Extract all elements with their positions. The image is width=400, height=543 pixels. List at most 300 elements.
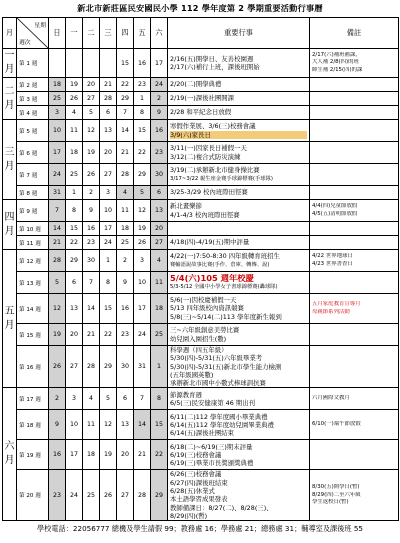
day-cell: 30 [83, 250, 100, 272]
day-cell: 9 [117, 272, 134, 294]
event-line: 3/19(二)承辦新北市健身操比賽 [170, 166, 260, 175]
day-cell: 20 [117, 440, 134, 470]
day-cell: 8 [100, 272, 117, 294]
week-number: 第 10 週 [17, 222, 49, 236]
event-line: 6/28(五)休業式 [170, 487, 215, 496]
day-cell: 10 [66, 410, 83, 440]
day-cell: 25 [151, 324, 168, 346]
day-cell: 14 [49, 222, 66, 236]
notes-cell [310, 294, 399, 324]
note-line: 五月家庭教育宣導月 [312, 301, 361, 308]
notes-cell [310, 49, 399, 78]
week-number: 第 16 週 [17, 346, 49, 388]
notes-cell [310, 92, 399, 106]
day-cell: 24 [151, 78, 168, 92]
day-cell: 1 [151, 346, 168, 388]
event-line: 8/29(四)(暫) [170, 511, 208, 520]
note-line: 6/10(一)端午節放假 [312, 421, 361, 428]
header-events: 重要行事 [168, 18, 310, 49]
week-number: 第 2 週 [17, 78, 49, 92]
week-number: 第 11 週 [17, 236, 49, 250]
events-cell [168, 470, 310, 521]
day-cell: 1 [134, 92, 151, 106]
note-line: 學生返校日(暫) [312, 499, 349, 506]
day-cell: 7 [134, 388, 151, 410]
week-row [3, 120, 399, 142]
day-cell: 17 [49, 142, 66, 164]
day-cell: 29 [100, 346, 117, 388]
events-cell [168, 410, 310, 440]
day-cell: 6 [66, 272, 83, 294]
event-line: 4/18(四)-4/19(五)期中評量 [170, 238, 250, 247]
day-cell: 12 [83, 120, 100, 142]
week-row [3, 222, 399, 236]
day-cell: 7 [83, 272, 100, 294]
header-day: 一 [66, 18, 83, 49]
events-cell [168, 324, 310, 346]
event-line: 5/30(四)-5/31(五)新北市學生能力檢測 [170, 362, 282, 371]
events-cell [168, 272, 310, 294]
day-cell: 26 [66, 92, 83, 106]
day-cell: 25 [66, 164, 83, 186]
header-row [3, 18, 399, 49]
events-cell [168, 142, 310, 164]
day-cell: 26 [83, 164, 100, 186]
day-cell: 15 [66, 222, 83, 236]
event-line: 2/20(二)開學典禮 [170, 80, 222, 89]
day-cell: 27 [100, 164, 117, 186]
day-cell: 31 [134, 346, 151, 388]
day-cell: 25 [117, 236, 134, 250]
event-line: 6/19(三)畢業市長獎頒獎典禮 [170, 459, 254, 468]
month-label: 四 月 [3, 200, 17, 250]
event-line: 2/28 和平紀念日放假 [170, 108, 232, 117]
day-cell: 11 [83, 410, 100, 440]
day-cell: 19 [100, 440, 117, 470]
day-cell: 15 [151, 410, 168, 440]
header-week-number-label: 週次 [19, 40, 31, 46]
week-row [3, 250, 399, 272]
day-cell: 10 [100, 200, 117, 222]
note-line: 4/4(四)兒童節放假 [312, 203, 358, 210]
day-cell: 2 [49, 388, 66, 410]
calendar-table [2, 17, 399, 521]
week-number: 第 3 週 [17, 92, 49, 106]
event-line: 2/19(一)課後社團開課 [170, 94, 235, 103]
day-cell [100, 49, 117, 78]
notes-cell [310, 222, 399, 236]
day-cell: 30 [151, 164, 168, 186]
week-row [3, 346, 399, 388]
day-cell: 8 [151, 388, 168, 410]
week-number: 第 13 週 [17, 272, 49, 294]
day-cell: 28 [83, 346, 100, 388]
day-cell: 23 [49, 470, 66, 521]
day-cell: 28 [100, 92, 117, 106]
event-line: 2/16(五)開學日、友善校園週 [170, 54, 254, 63]
header-day: 三 [100, 18, 117, 49]
month-label: 一 月 [3, 49, 17, 78]
day-cell: 26 [49, 346, 66, 388]
week-number: 第 17 週 [17, 388, 49, 410]
events-cell [168, 388, 310, 410]
day-cell: 16 [83, 222, 100, 236]
day-cell: 13 [66, 294, 83, 324]
day-cell: 6 [117, 388, 134, 410]
day-cell: 15 [134, 120, 151, 142]
header-weekday-label: 星期 [34, 23, 46, 29]
day-cell: 20 [83, 78, 100, 92]
footer-contact: 學校電話：22056777 總機及學生請假 99；教務處 16；學務處 21；總務處 31；輔導室及課後班 55 [36, 524, 364, 534]
note-line: 母親節系列活動 [312, 308, 350, 315]
day-cell: 18 [117, 222, 134, 236]
events-cell [168, 440, 310, 470]
day-cell: 5 [49, 272, 66, 294]
day-cell: 29 [117, 92, 134, 106]
header-month: 月 [3, 18, 17, 49]
note-line: 大人補 2/8(四)的班 [312, 59, 359, 66]
event-line: 3/25-3/29 校內班際田徑賽 [170, 188, 248, 197]
day-cell: 18 [151, 294, 168, 324]
event-line: 3/12(二)複合式防災演練 [170, 152, 241, 161]
day-cell: 23 [134, 78, 151, 92]
day-cell: 17 [66, 440, 83, 470]
event-line: 6/5(三)民安健康第 46 期出刊 [170, 398, 255, 407]
day-cell: 1 [100, 250, 117, 272]
day-cell: 17 [100, 222, 117, 236]
notes-cell [310, 440, 399, 470]
week-row [3, 186, 399, 200]
event-line: 3/17~3/22 親生座金賽手球錦標賽(手球隊) [170, 175, 273, 182]
day-cell: 30 [117, 346, 134, 388]
day-cell: 2 [151, 92, 168, 106]
day-cell: 5 [83, 106, 100, 120]
event-line: 4/22(一)7:50-8:30 四年級轉育班招生 [170, 252, 280, 261]
notes-cell [310, 164, 399, 186]
events-cell [168, 106, 310, 120]
day-cell: 24 [66, 470, 83, 521]
week-number: 第 12 週 [17, 250, 49, 272]
day-cell: 24 [134, 324, 151, 346]
week-row [3, 410, 399, 440]
day-cell: 10 [49, 120, 66, 142]
week-number: 第 9 週 [17, 200, 49, 222]
day-cell: 27 [117, 470, 134, 521]
events-cell [168, 92, 310, 106]
day-cell [83, 49, 100, 78]
day-cell: 21 [134, 440, 151, 470]
event-line: 2/17(六)補行上班，課後班開始 [170, 63, 260, 71]
day-cell: 28 [117, 164, 134, 186]
day-cell: 4 [151, 250, 168, 272]
day-cell: 23 [151, 142, 168, 164]
week-number: 第 5 週 [17, 120, 49, 142]
notes-cell [310, 346, 399, 388]
event-line: (五年級國英數) [170, 370, 214, 379]
day-cell: 24 [100, 236, 117, 250]
event-line: 新北畫樂節 [170, 202, 202, 211]
note-line: 2/17(六)補班補課， [312, 51, 361, 58]
notes-cell [310, 142, 399, 164]
week-row [3, 294, 399, 324]
day-cell: 20 [151, 222, 168, 236]
day-cell: 8 [66, 200, 83, 222]
notes-cell [310, 236, 399, 250]
event-line: 5/8(三)~5/14(二)113 學年度新生報到 [170, 312, 282, 321]
notes-cell [310, 388, 399, 410]
events-cell [168, 200, 310, 222]
month-label: 二 月 [3, 78, 17, 120]
day-cell: 3 [100, 186, 117, 200]
day-cell: 4 [66, 106, 83, 120]
day-cell: 6 [100, 106, 117, 120]
week-row [3, 92, 399, 106]
event-line: 6/14(五)課後社團結束 [170, 429, 235, 438]
events-cell [168, 346, 310, 388]
note-line: 4/22 世界地球日 [312, 253, 353, 260]
day-cell: 17 [134, 294, 151, 324]
day-cell: 31 [49, 186, 66, 200]
month-label: 五 月 [3, 250, 17, 388]
day-cell: 28 [134, 470, 151, 521]
day-cell: 26 [100, 470, 117, 521]
week-row [3, 49, 399, 78]
day-cell: 18 [49, 78, 66, 92]
day-cell: 19 [134, 222, 151, 236]
week-row [3, 470, 399, 521]
week-row [3, 440, 399, 470]
month-label: 三 月 [3, 120, 17, 200]
week-number: 第 15 週 [17, 324, 49, 346]
day-cell: 12 [134, 200, 151, 222]
notes-cell [310, 250, 399, 272]
header-day: 二 [83, 18, 100, 49]
day-cell: 29 [134, 164, 151, 186]
week-number: 第 6 週 [17, 142, 49, 164]
day-cell: 25 [49, 92, 66, 106]
events-cell [168, 236, 310, 250]
week-row [3, 272, 399, 294]
day-cell: 11 [151, 272, 168, 294]
day-cell: 16 [117, 294, 134, 324]
event-line: 承辦新北市國中小數式棒球訓抗賽 [170, 379, 266, 388]
day-cell: 22 [100, 324, 117, 346]
events-cell [168, 294, 310, 324]
events-cell [168, 49, 310, 78]
day-cell [66, 49, 83, 78]
day-cell: 25 [83, 470, 100, 521]
event-line: 3/9(六)家長日 [170, 131, 307, 139]
day-cell: 29 [66, 250, 83, 272]
event-line: 賽輸語說故事比賽(手作、倉庫、轉傳、說) [170, 261, 270, 268]
notes-cell [310, 186, 399, 200]
day-cell: 3 [49, 106, 66, 120]
events-cell [168, 164, 310, 186]
week-row [3, 106, 399, 120]
note-line: 8/30(五)開學日(暫) [312, 484, 360, 491]
day-cell: 11 [66, 120, 83, 142]
event-line: 6/11(二)112 學年度國小畢業典禮 [170, 412, 268, 421]
event-line: 5/13 四年級校內資訊競賽 [170, 304, 244, 313]
day-cell: 23 [117, 324, 134, 346]
event-line: 本土語學習成果發表 [170, 495, 228, 504]
day-cell: 10 [134, 272, 151, 294]
day-cell: 22 [66, 236, 83, 250]
page-title: 新北市新莊區民安國民小學 112 學年度第 2 學期重要活動行事曆 [77, 3, 323, 13]
note-line: 4/23 世界書香日 [312, 260, 353, 267]
day-cell: 20 [66, 324, 83, 346]
day-cell: 3 [66, 388, 83, 410]
week-row [3, 78, 399, 92]
notes-cell [310, 324, 399, 346]
day-cell: 19 [83, 142, 100, 164]
day-cell: 4 [117, 186, 134, 200]
header-day: 五 [134, 18, 151, 49]
day-cell: 21 [100, 78, 117, 92]
day-cell: 20 [100, 142, 117, 164]
event-line: 4/1-4/3 校內班際田徑賽 [170, 210, 240, 219]
day-cell: 9 [83, 200, 100, 222]
week-row [3, 164, 399, 186]
note-line: 師生補 2/15(四)的課 [312, 66, 363, 73]
day-cell: 13 [117, 410, 134, 440]
day-cell: 7 [49, 200, 66, 222]
event-line: 6/27(四)課後班結束 [170, 478, 228, 487]
week-number: 第 14 週 [17, 294, 49, 324]
day-cell: 23 [83, 236, 100, 250]
week-number: 第 20 週 [17, 470, 49, 521]
day-cell: 21 [49, 236, 66, 250]
event-line: 6/14(五)112 學年度幼兒園畢業典禮 [170, 420, 274, 429]
notes-cell [310, 78, 399, 92]
week-row [3, 324, 399, 346]
notes-cell [310, 470, 399, 521]
header-day: 四 [117, 18, 134, 49]
event-line: 教師備課日：8/27(二)、8/28(三)、 [170, 503, 273, 512]
notes-cell [310, 272, 399, 294]
day-cell: 13 [151, 200, 168, 222]
week-number: 第 8 週 [17, 186, 49, 200]
header-day: 六 [151, 18, 168, 49]
event-line: 三~六年級創意美勞比賽 [170, 326, 240, 335]
day-cell: 1 [66, 186, 83, 200]
day-cell: 16 [49, 440, 66, 470]
day-cell: 16 [134, 49, 151, 78]
header-week-diagonal [17, 18, 49, 49]
notes-cell [310, 120, 399, 142]
week-row [3, 142, 399, 164]
header-day: 日 [49, 18, 66, 49]
event-line: 寒假作業展、3/6(三)校務會議 [170, 122, 256, 131]
note-line: 8/29(四)二至六年級 [312, 491, 361, 498]
day-cell: 7 [117, 106, 134, 120]
event-line: 5/6(一)因校慶補假一天 [170, 296, 237, 305]
event-line: 6/19(三)校務會議 [170, 450, 222, 459]
events-cell [168, 250, 310, 272]
note-line: 六月國際文教月 [312, 395, 350, 402]
events-cell [168, 120, 310, 142]
week-row [3, 388, 399, 410]
day-cell: 19 [49, 324, 66, 346]
header-notes: 備註 [310, 18, 399, 49]
notes-cell [310, 106, 399, 120]
day-cell: 4 [83, 388, 100, 410]
day-cell: 22 [151, 440, 168, 470]
notes-cell [310, 200, 399, 222]
day-cell: 2 [83, 186, 100, 200]
event-line: 幼兒園入園招生(數) [170, 334, 227, 343]
day-cell: 11 [117, 200, 134, 222]
event-line: 節源教育週 [170, 390, 202, 399]
day-cell: 21 [83, 324, 100, 346]
notes-cell [310, 410, 399, 440]
day-cell: 27 [66, 346, 83, 388]
event-line: 5/30(四)-5/31(五)六年級畢業考 [170, 354, 263, 363]
day-cell: 28 [49, 250, 66, 272]
week-number: 第 4 週 [17, 106, 49, 120]
day-cell: 22 [117, 78, 134, 92]
event-line: 6/18(二)~6/19(三)期末評量 [170, 442, 253, 451]
week-number: 第 19 週 [17, 440, 49, 470]
day-cell: 16 [151, 120, 168, 142]
day-cell [49, 49, 66, 78]
day-cell: 26 [134, 236, 151, 250]
day-cell: 18 [83, 440, 100, 470]
month-label: 六 月 [3, 388, 17, 521]
day-cell: 14 [134, 410, 151, 440]
day-cell: 19 [66, 78, 83, 92]
day-cell: 5 [134, 186, 151, 200]
events-cell [168, 186, 310, 200]
day-cell: 9 [49, 410, 66, 440]
event-line: 3/11(一)因家長日補假一天 [170, 144, 247, 153]
day-cell: 12 [100, 410, 117, 440]
event-line: 科學週（四五年級） [170, 346, 228, 354]
week-row [3, 236, 399, 250]
event-line: 6/26(三)校務會議 [170, 470, 222, 479]
day-cell: 6 [151, 186, 168, 200]
day-cell: 13 [100, 120, 117, 142]
note-line: 4/5(五)清明節放假 [312, 210, 358, 217]
day-cell: 2 [117, 250, 134, 272]
day-cell: 18 [66, 142, 83, 164]
day-cell: 14 [117, 120, 134, 142]
week-row [3, 200, 399, 222]
event-line: 5/4(六)105 週年校慶 [170, 274, 254, 283]
day-cell: 27 [151, 236, 168, 250]
events-cell [168, 222, 310, 236]
week-number: 第 1 週 [17, 49, 49, 78]
event-line: 5/3-5/12 全國中小學女子書球錦標賽(轟球隊) [170, 283, 278, 290]
day-cell: 15 [100, 294, 117, 324]
day-cell: 14 [83, 294, 100, 324]
day-cell: 12 [49, 294, 66, 324]
week-number: 第 18 週 [17, 410, 49, 440]
events-cell [168, 78, 310, 92]
day-cell: 29 [151, 470, 168, 521]
day-cell: 5 [100, 388, 117, 410]
week-number: 第 7 週 [17, 164, 49, 186]
day-cell: 21 [117, 142, 134, 164]
day-cell: 27 [83, 92, 100, 106]
day-cell: 24 [49, 164, 66, 186]
day-cell: 22 [134, 142, 151, 164]
day-cell: 17 [151, 49, 168, 78]
day-cell: 15 [117, 49, 134, 78]
day-cell: 9 [151, 106, 168, 120]
day-cell: 3 [134, 250, 151, 272]
day-cell: 8 [134, 106, 151, 120]
